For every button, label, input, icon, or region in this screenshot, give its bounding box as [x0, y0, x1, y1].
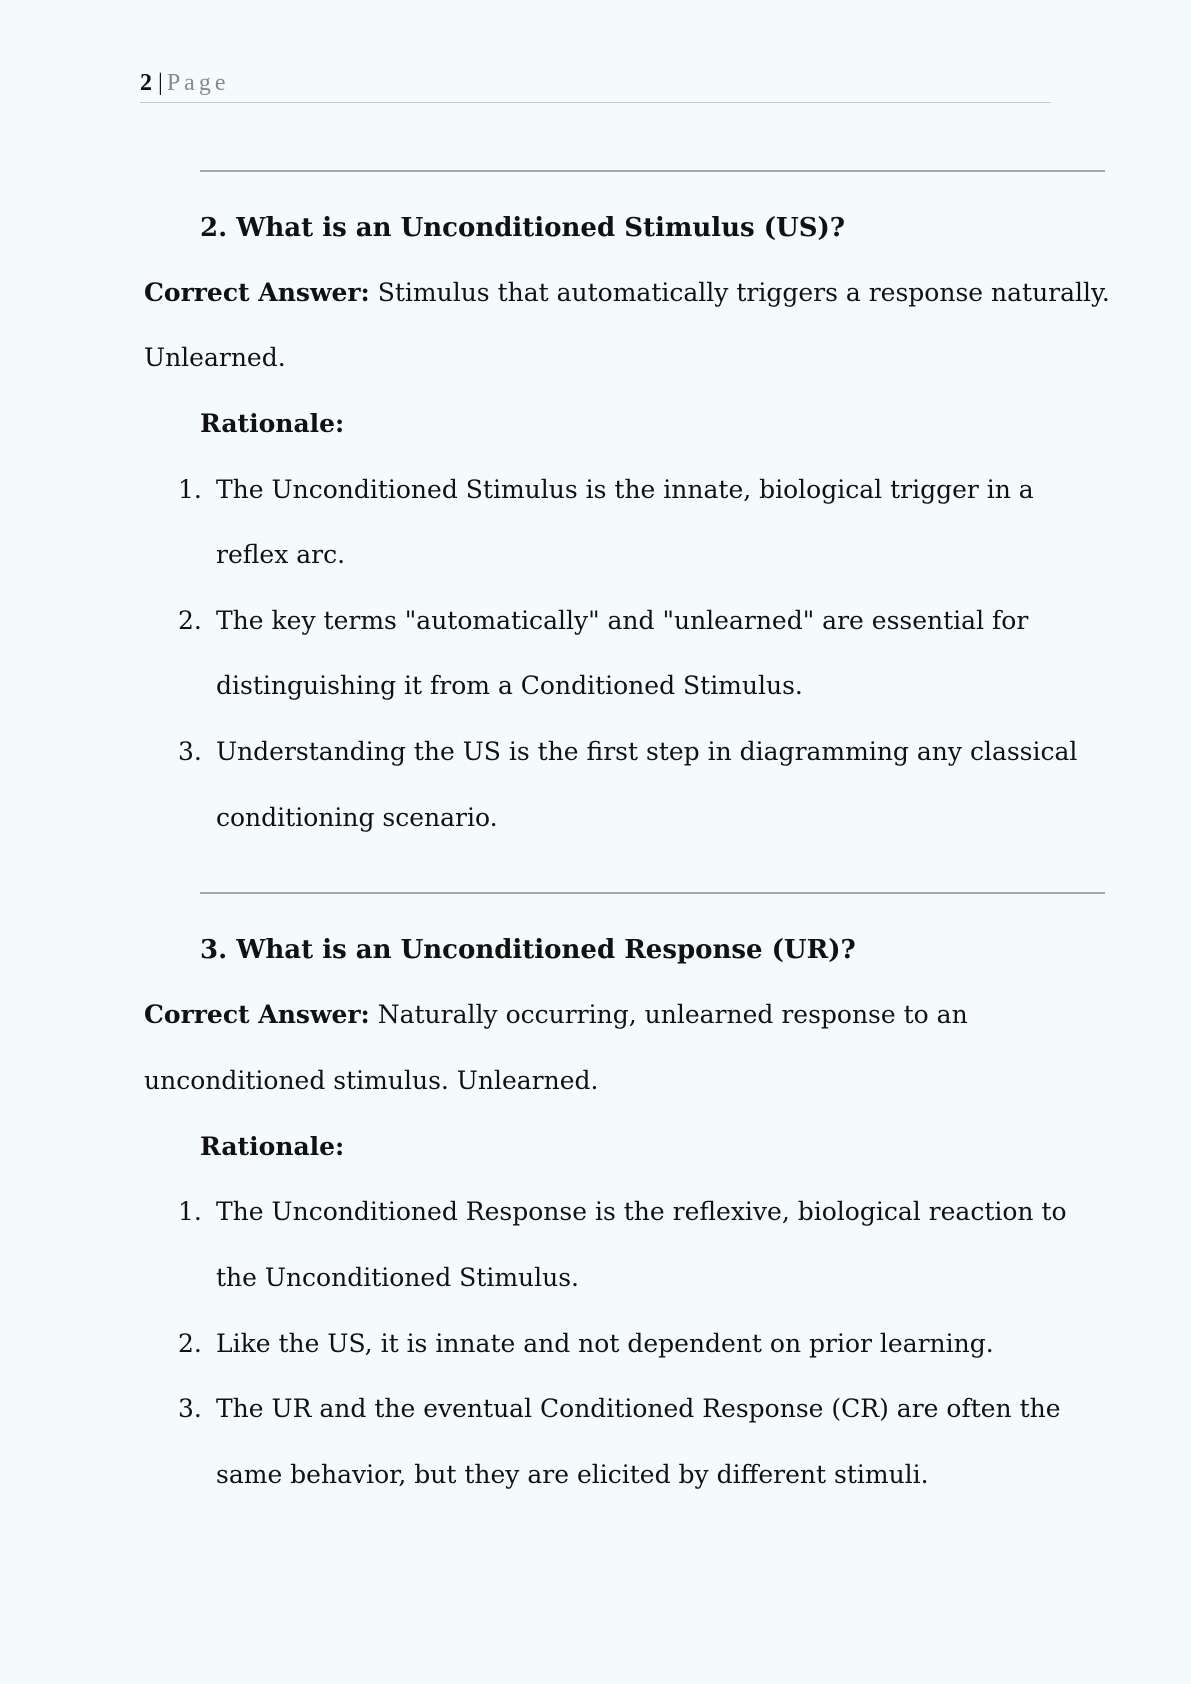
- correct-answer-label: Correct Answer:: [144, 1000, 370, 1029]
- page-separator: |: [158, 70, 163, 96]
- item-text: Understanding the US is the first step in diagramming any classical: [216, 737, 1078, 766]
- correct-answer-text: Stimulus that automatically triggers a response naturally.: [369, 278, 1110, 307]
- item-text: The Unconditioned Stimulus is the innate, biological trigger in a: [216, 475, 1034, 504]
- item-text-continuation: the Unconditioned Stimulus.: [216, 1263, 580, 1292]
- item-number: 2.: [178, 606, 202, 635]
- rationale-item: [178, 1392, 1061, 1426]
- page-header: [140, 70, 1051, 103]
- rationale-item: [178, 1327, 994, 1361]
- item-text-continuation: same behavior, but they are elicited by different stimuli.: [216, 1460, 929, 1489]
- correct-answer-label: Correct Answer:: [144, 278, 370, 307]
- correct-answer-text: Naturally occurring, unlearned response to an: [369, 1000, 968, 1029]
- item-number: 3.: [178, 737, 202, 766]
- page-number: 2: [140, 70, 152, 96]
- item-text-continuation: distinguishing it from a Conditioned Stimulus.: [216, 671, 803, 700]
- page-word: Page: [166, 70, 230, 96]
- item-number: 1.: [178, 475, 202, 504]
- rationale-item: [178, 735, 1077, 769]
- item-number: 1.: [178, 1197, 202, 1226]
- item-number: 3.: [178, 1394, 202, 1423]
- item-text-continuation: reflex arc.: [216, 540, 346, 569]
- section-divider: [200, 892, 1105, 894]
- question-heading: 3. What is an Unconditioned Response (UR)?: [200, 935, 856, 965]
- item-text-continuation: conditioning scenario.: [216, 803, 498, 832]
- item-text: The UR and the eventual Conditioned Response (CR) are often the: [216, 1394, 1061, 1423]
- rationale-label: Rationale:: [200, 409, 345, 438]
- rationale-item: [178, 604, 1028, 638]
- correct-answer-continuation: Unlearned.: [144, 343, 286, 372]
- rationale-label: Rationale:: [200, 1132, 345, 1161]
- question-heading: 2. What is an Unconditioned Stimulus (US)?: [200, 213, 846, 243]
- rationale-item: [178, 1195, 1067, 1229]
- correct-answer: [144, 276, 1110, 310]
- section-divider: [200, 170, 1105, 172]
- item-text: The key terms "automatically" and "unlearned" are essential for: [216, 606, 1029, 635]
- correct-answer: [144, 998, 968, 1032]
- item-text: The Unconditioned Response is the reflexive, biological reaction to: [216, 1197, 1067, 1226]
- item-text: Like the US, it is innate and not dependent on prior learning.: [216, 1329, 994, 1358]
- correct-answer-continuation: unconditioned stimulus. Unlearned.: [144, 1066, 599, 1095]
- rationale-item: [178, 473, 1034, 507]
- item-number: 2.: [178, 1329, 202, 1358]
